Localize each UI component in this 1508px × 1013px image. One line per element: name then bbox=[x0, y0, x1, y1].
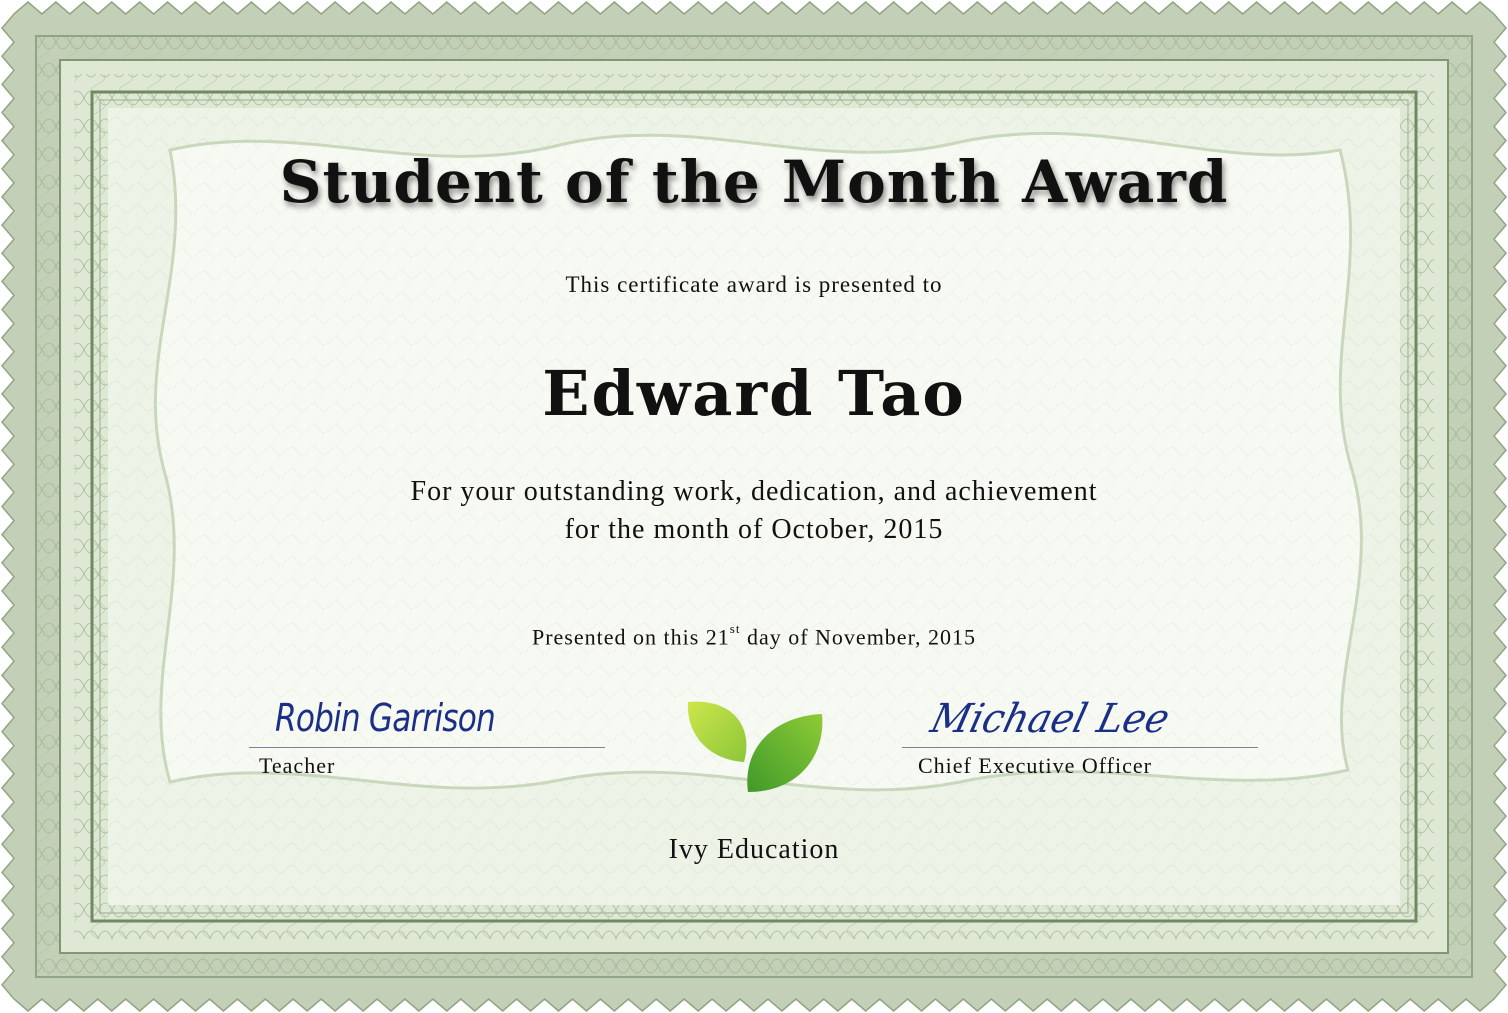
presented-date-rest: day of November, 2015 bbox=[740, 624, 977, 650]
signer-title-teacher: Teacher bbox=[259, 753, 336, 778]
organization-name: Ivy Education bbox=[668, 834, 840, 865]
leaves-icon bbox=[682, 696, 828, 796]
recipient-name: Edward Tao bbox=[542, 357, 966, 430]
signature-ceo: Michael Lee bbox=[926, 696, 1175, 742]
signature-block-ceo bbox=[902, 696, 1258, 786]
signature-line bbox=[249, 747, 605, 748]
signature-block-teacher bbox=[249, 696, 605, 786]
presented-date-ordinal: st bbox=[729, 621, 741, 636]
leaf-right bbox=[747, 714, 822, 792]
leaf-left bbox=[688, 702, 746, 762]
award-reason-line-1: For your outstanding work, dedication, and achievement bbox=[410, 476, 1098, 507]
presented-date-prefix: Presented on this 21 bbox=[531, 624, 730, 650]
signer-title-ceo: Chief Executive Officer bbox=[918, 753, 1152, 778]
signature-line bbox=[902, 747, 1258, 748]
award-reason-line-2: for the month of October, 2015 bbox=[564, 514, 944, 545]
award-title: Student of the Month Award bbox=[279, 148, 1229, 216]
presented-to-text: This certificate award is presented to bbox=[565, 272, 943, 297]
presented-date bbox=[0, 621, 1508, 650]
signature-teacher: Robin Garrison bbox=[275, 696, 495, 740]
